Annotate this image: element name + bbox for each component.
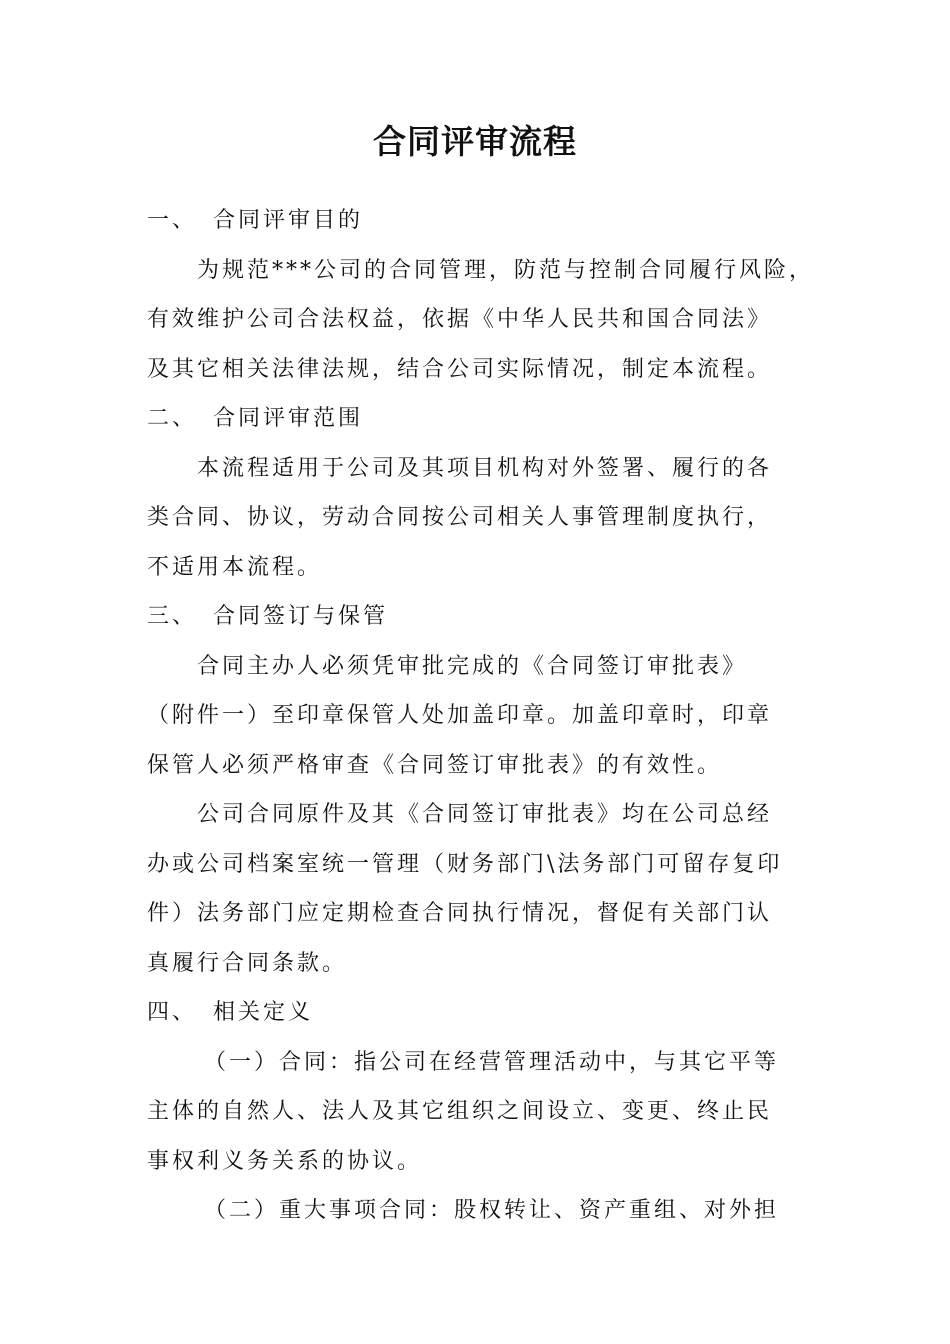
section-number: 三、 <box>147 604 198 629</box>
section-heading-purpose <box>147 196 809 246</box>
paragraph-line: 本流程适用于公司及其项目机构对外签署、履行的各 <box>197 455 773 481</box>
definition-item <box>147 1038 809 1187</box>
document-title: 合同评审流程 <box>373 122 577 161</box>
paragraph-line: 保管人必须严格审查《合同签订审批表》的有效性。 <box>147 752 723 778</box>
section-title: 合同评审目的 <box>213 208 364 233</box>
paragraph-line: 有效维护公司合法权益，依据《中华人民共和国合同法》 <box>147 307 773 332</box>
document-body <box>147 196 815 1236</box>
paragraph-line: （二）重大事项合同：股权转让、资产重组、对外担 <box>204 1198 780 1223</box>
paragraph-line: 真履行合同条款。 <box>147 950 348 976</box>
section-title: 相关定义 <box>213 1000 314 1025</box>
paragraph-line: 办或公司档案室统一管理（财务部门\法务部门可留存复印 <box>147 851 783 877</box>
section-heading-signing <box>147 592 809 642</box>
section-title: 合同评审范围 <box>213 406 364 431</box>
paragraph-line: （附件一）至印章保管人处加盖印章。加盖印章时，印章 <box>147 703 773 728</box>
section-paragraph <box>147 642 809 791</box>
section-number: 二、 <box>147 406 198 431</box>
paragraph-line: 主体的自然人、法人及其它组织之间设立、变更、终止民 <box>147 1099 773 1124</box>
section-paragraph <box>147 444 809 593</box>
section-paragraph <box>147 246 815 395</box>
paragraph-line: 不适用本流程。 <box>147 554 323 580</box>
section-paragraph <box>147 790 809 988</box>
section-number: 一、 <box>147 208 198 233</box>
paragraph-line: 合同主办人必须凭审批完成的《合同签订审批表》 <box>197 653 748 679</box>
paragraph-line: （一）合同：指公司在经营管理活动中，与其它平等 <box>204 1049 780 1075</box>
section-heading-scope <box>147 394 809 444</box>
paragraph-line: 类合同、协议，劳动合同按公司相关人事管理制度执行， <box>147 505 773 530</box>
paragraph-line: 件）法务部门应定期检查合同执行情况，督促有关部门认 <box>147 901 773 926</box>
section-title: 合同签订与保管 <box>213 604 389 629</box>
section-number: 四、 <box>147 1000 198 1025</box>
paragraph-line: 公司合同原件及其《合同签订审批表》均在公司总经 <box>197 802 773 827</box>
paragraph-line: 及其它相关法律法规，结合公司实际情况，制定本流程。 <box>147 356 773 382</box>
definition-item <box>147 1186 809 1236</box>
section-heading-definitions <box>147 988 809 1038</box>
paragraph-line: 为规范***公司的合同管理，防范与控制合同履行风险， <box>197 257 815 283</box>
paragraph-line: 事权利义务关系的协议。 <box>147 1148 423 1174</box>
